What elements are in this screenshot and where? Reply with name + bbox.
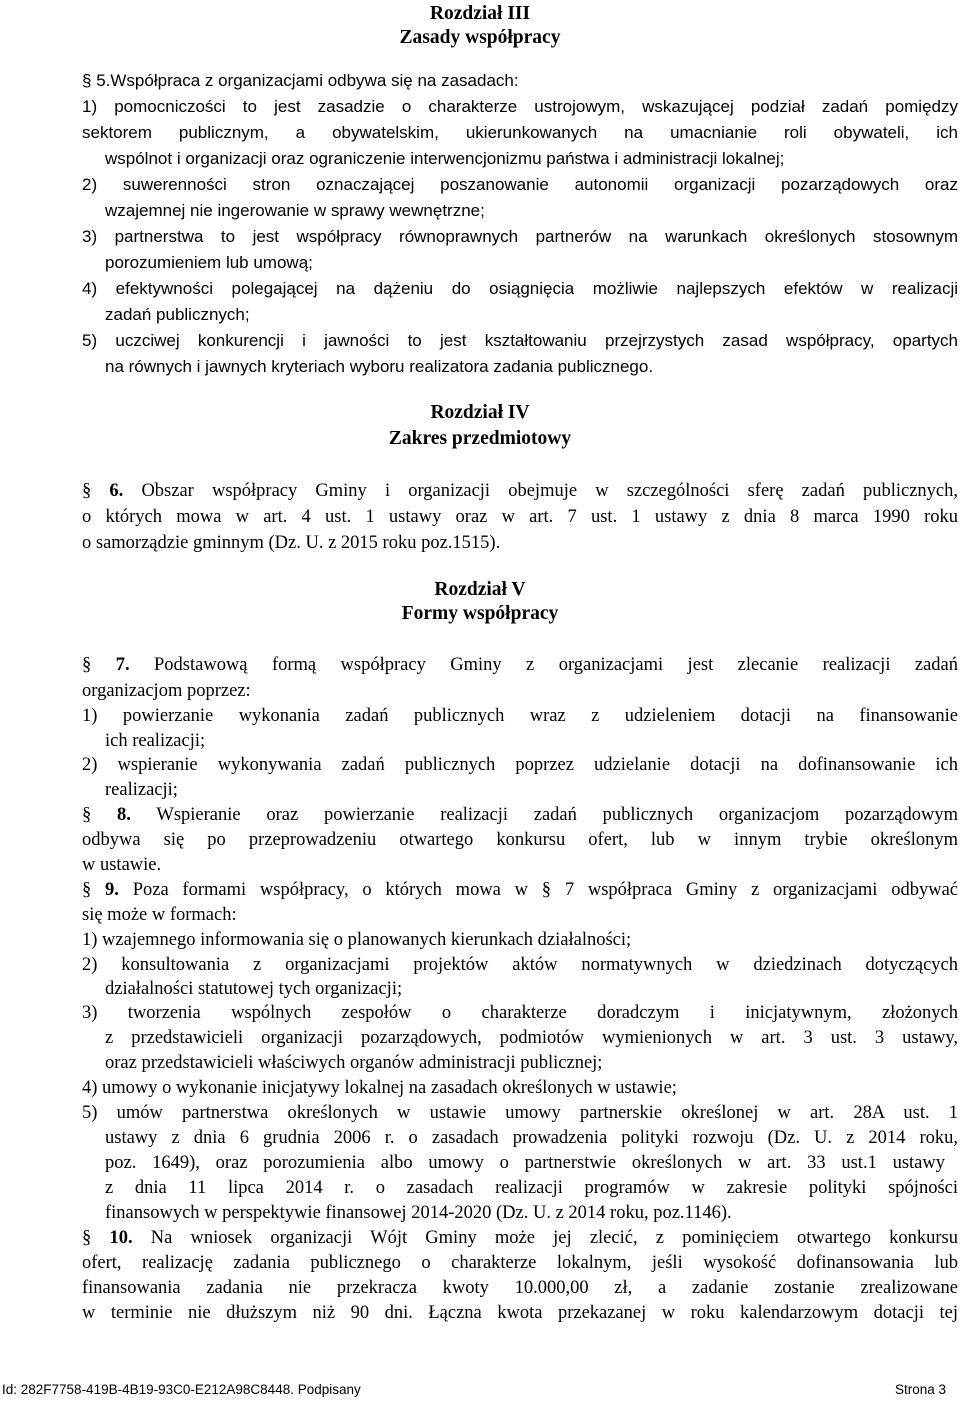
p9-line: 2) konsultowania z organizacjami projektów aktów normatywnych w dziedzinach dotyczących <box>82 955 958 975</box>
chapter-4-title: Rozdział IV <box>430 402 530 423</box>
footer-document-id: Id: 282F7758-419B-4B19-93C0-E212A98C8448. Podpisany <box>2 1382 361 1397</box>
chapter-5-subtitle: Formy współpracy <box>401 603 559 624</box>
p10-line: finansowania zadania nie przekracza kwoty 10.000,00 zł, a zadanie zostanie zrealizowane <box>82 1278 958 1298</box>
p7-line: realizacji; <box>105 780 178 800</box>
p9-line: 5) umów partnerstwa określonych w ustawie umowy partnerskie określonej w art. 28A ust. 1 <box>82 1103 958 1123</box>
p5-line: zadań publicznych; <box>105 305 250 324</box>
paragraph-6: § 6. Obszar współpracy Gminy i organizacji obejmuje w szczególności sferę zadań publicznych, <box>82 481 959 501</box>
paragraph-8: § 8. Wspieranie oraz powierzanie realizacji zadań publicznych organizacjom pozarządowym <box>82 805 959 825</box>
chapter-4-subtitle: Zakres przedmiotowy <box>388 428 572 449</box>
p6-line: o samorządzie gminnym (Dz. U. z 2015 roku poz.1515). <box>82 533 501 553</box>
footer-page-number: Strona 3 <box>894 1382 946 1397</box>
p5-line: 5) uczciwej konkurencji i jawności to jest kształtowaniu przejrzystych zasad współpracy, opartych <box>82 331 958 350</box>
p5-line: porozumieniem lub umową; <box>105 253 313 272</box>
p5-line: 4) efektywności polegającej na dążeniu do osiągnięcia możliwie najlepszych efektów w realizacji <box>82 279 958 298</box>
paragraph-9: § 9. Poza formami współpracy, o których mowa w § 7 współpraca Gminy z organizacjami odbywać <box>82 880 959 900</box>
chapter-3-title: Rozdział III <box>429 3 531 24</box>
p9-line: działalności statutowej tych organizacji; <box>105 979 403 999</box>
p8-line: odbywa się po przeprowadzeniu otwartego konkursu ofert, lub w innym trybie określonym <box>82 830 958 850</box>
chapter-5-title: Rozdział V <box>434 579 526 600</box>
p7-line: 2) wspieranie wykonywania zadań publicznych poprzez udzielanie dotacji na dofinansowanie ich <box>82 755 958 775</box>
paragraph-5-intro: § 5.Współpraca z organizacjami odbywa się na zasadach: <box>82 71 519 90</box>
p7-line: 1) powierzanie wykonania zadań publicznych wraz z udzieleniem dotacji na finansowanie <box>82 706 958 726</box>
p9-line: oraz przedstawicieli właściwych organów administracji publicznej; <box>105 1053 603 1073</box>
p5-line: 1) pomocniczości to jest zasadzie o charakterze ustrojowym, wskazującej podział zadań pomiędzy <box>82 97 958 116</box>
p9-line: z dnia 11 lipca 2014 r. o zasadach realizacji programów w zakresie polityki spójności <box>105 1178 958 1198</box>
p6-line: o których mowa w art. 4 ust. 1 ustawy oraz w art. 7 ust. 1 ustawy z dnia 8 marca 1990 roku <box>82 507 958 527</box>
p5-line: 3) partnerstwa to jest współpracy równoprawnych partnerów na warunkach określonych stosownym <box>82 227 958 246</box>
p5-line: 2) suwerenności stron oznaczającej poszanowanie autonomii organizacji pozarządowych oraz <box>82 175 958 194</box>
paragraph-7: § 7. Podstawową formą współpracy Gminy z organizacjami jest zlecanie realizacji zadań <box>82 655 959 675</box>
p8-line: w ustawie. <box>82 855 162 875</box>
p9-line: z przedstawicieli organizacji pozarządowych, podmiotów wymienionych w art. 3 ust. 3 ustawy, <box>105 1028 958 1048</box>
p5-line: sektorem publicznym, a obywatelskim, ukierunkowanych na umacnianie roli obywateli, ich <box>82 123 958 142</box>
p10-line: ofert, realizację zadania publicznego o charakterze lokalnym, jeśli wysokość dofinansowania lub <box>82 1253 958 1273</box>
p5-line: wzajemnej nie ingerowanie w sprawy wewnętrzne; <box>105 201 485 220</box>
p9-line: finansowych w perspektywie finansowej 2014-2020 (Dz. U. z 2014 roku, poz.1146). <box>105 1203 732 1223</box>
p7-line: organizacjom poprzez: <box>82 681 251 701</box>
p5-line: na równych i jawnych kryteriach wyboru realizatora zadania publicznego. <box>105 357 654 376</box>
p9-line: 3) tworzenia wspólnych zespołów o charakterze doradczym i inicjatywnym, złożonych <box>82 1003 958 1023</box>
p7-line: ich realizacji; <box>105 731 206 751</box>
chapter-3-subtitle: Zasady współpracy <box>399 27 561 48</box>
p9-line: 4) umowy o wykonanie inicjatywy lokalnej na zasadach określonych w ustawie; <box>82 1078 677 1098</box>
p9-line: ustawy z dnia 6 grudnia 2006 r. o zasadach prowadzenia polityki rozwoju (Dz. U. z 2014 roku, <box>105 1128 958 1148</box>
p9-line: się może w formach: <box>82 905 237 925</box>
p9-line: poz. 1649), oraz porozumienia albo umowy o partnerstwie określonych w art. 33 ust.1 ustawy <box>105 1153 945 1173</box>
p9-line: 1) wzajemnego informowania się o planowanych kierunkach działalności; <box>82 930 632 950</box>
p5-line: wspólnot i organizacji oraz ograniczenie interwencjonizmu państwa i administracji lokalnej; <box>105 149 785 168</box>
paragraph-10: § 10. Na wniosek organizacji Wójt Gminy może jej zlecić, z pominięciem otwartego konkursu <box>82 1228 958 1248</box>
p10-line: w terminie nie dłuższym niż 90 dni. Łączna kwota przekazanej w roku kalendarzowym dotacji tej <box>82 1303 958 1323</box>
